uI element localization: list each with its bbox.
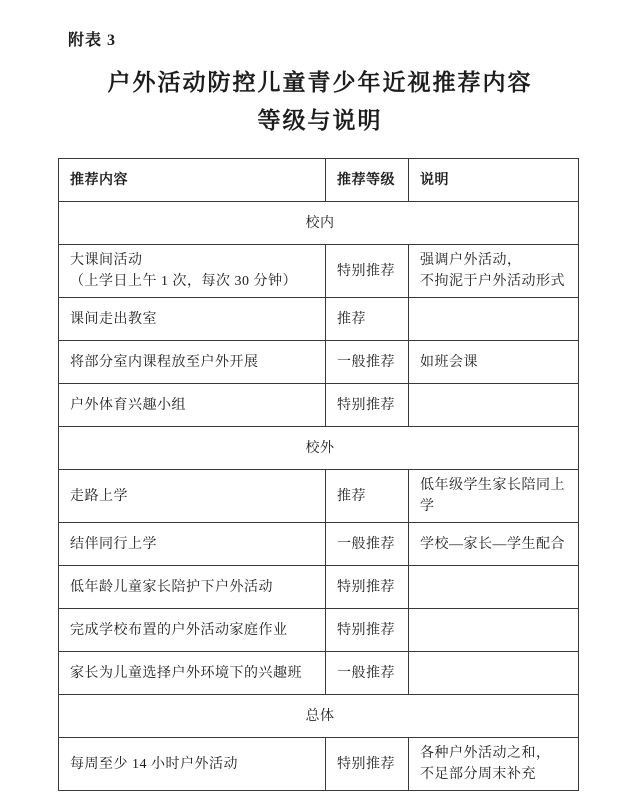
page-title-line2: 等级与说明 — [257, 108, 383, 133]
cell-note: 强调户外活动， 不拘泥于户外活动形式 — [409, 245, 579, 298]
column-header-grade: 推荐等级 — [326, 159, 409, 202]
section-label: 总体 — [59, 695, 579, 738]
cell-note: 低年级学生家长陪同上学 — [409, 470, 579, 523]
cell-grade: 特别推荐 — [326, 566, 409, 609]
table-row — [59, 523, 579, 566]
cell-note — [409, 298, 579, 341]
page-title — [0, 64, 640, 140]
cell-content: 每周至少 14 小时户外活动 — [59, 738, 326, 791]
table-row — [59, 384, 579, 427]
column-header-content: 推荐内容 — [59, 159, 326, 202]
recommendation-table — [58, 158, 579, 791]
table-row — [59, 470, 579, 523]
cell-content: 走路上学 — [59, 470, 326, 523]
cell-note — [409, 652, 579, 695]
appendix-label: 附表 3 — [68, 32, 117, 49]
cell-content: 完成学校布置的户外活动家庭作业 — [59, 609, 326, 652]
section-label: 校内 — [59, 202, 579, 245]
cell-content: 将部分室内课程放至户外开展 — [59, 341, 326, 384]
column-header-note: 说明 — [409, 159, 579, 202]
cell-grade: 特别推荐 — [326, 384, 409, 427]
table-row — [59, 298, 579, 341]
section-row — [59, 202, 579, 245]
table-row — [59, 609, 579, 652]
cell-note: 如班会课 — [409, 341, 579, 384]
table-row — [59, 341, 579, 384]
cell-content: 大课间活动 （上学日上午 1 次，每次 30 分钟） — [59, 245, 326, 298]
cell-note: 各种户外活动之和， 不足部分周末补充 — [409, 738, 579, 791]
table-row — [59, 738, 579, 791]
cell-note — [409, 566, 579, 609]
cell-grade: 特别推荐 — [326, 609, 409, 652]
cell-grade: 一般推荐 — [326, 341, 409, 384]
cell-grade: 一般推荐 — [326, 652, 409, 695]
cell-grade: 推荐 — [326, 298, 409, 341]
cell-note — [409, 609, 579, 652]
cell-content: 低年龄儿童家长陪护下户外活动 — [59, 566, 326, 609]
cell-grade: 特别推荐 — [326, 245, 409, 298]
table-row — [59, 566, 579, 609]
cell-grade: 一般推荐 — [326, 523, 409, 566]
table-header-row — [59, 159, 579, 202]
cell-grade: 推荐 — [326, 470, 409, 523]
table-row — [59, 245, 579, 298]
cell-note — [409, 384, 579, 427]
table-row — [59, 652, 579, 695]
cell-content: 结伴同行上学 — [59, 523, 326, 566]
section-label: 校外 — [59, 427, 579, 470]
cell-content: 课间走出教室 — [59, 298, 326, 341]
table-body — [59, 202, 579, 791]
cell-grade: 特别推荐 — [326, 738, 409, 791]
cell-content: 户外体育兴趣小组 — [59, 384, 326, 427]
section-row — [59, 427, 579, 470]
section-row — [59, 695, 579, 738]
page-title-line1: 户外活动防控儿童青少年近视推荐内容 — [107, 70, 533, 95]
cell-note: 学校—家长—学生配合 — [409, 523, 579, 566]
cell-content: 家长为儿童选择户外环境下的兴趣班 — [59, 652, 326, 695]
